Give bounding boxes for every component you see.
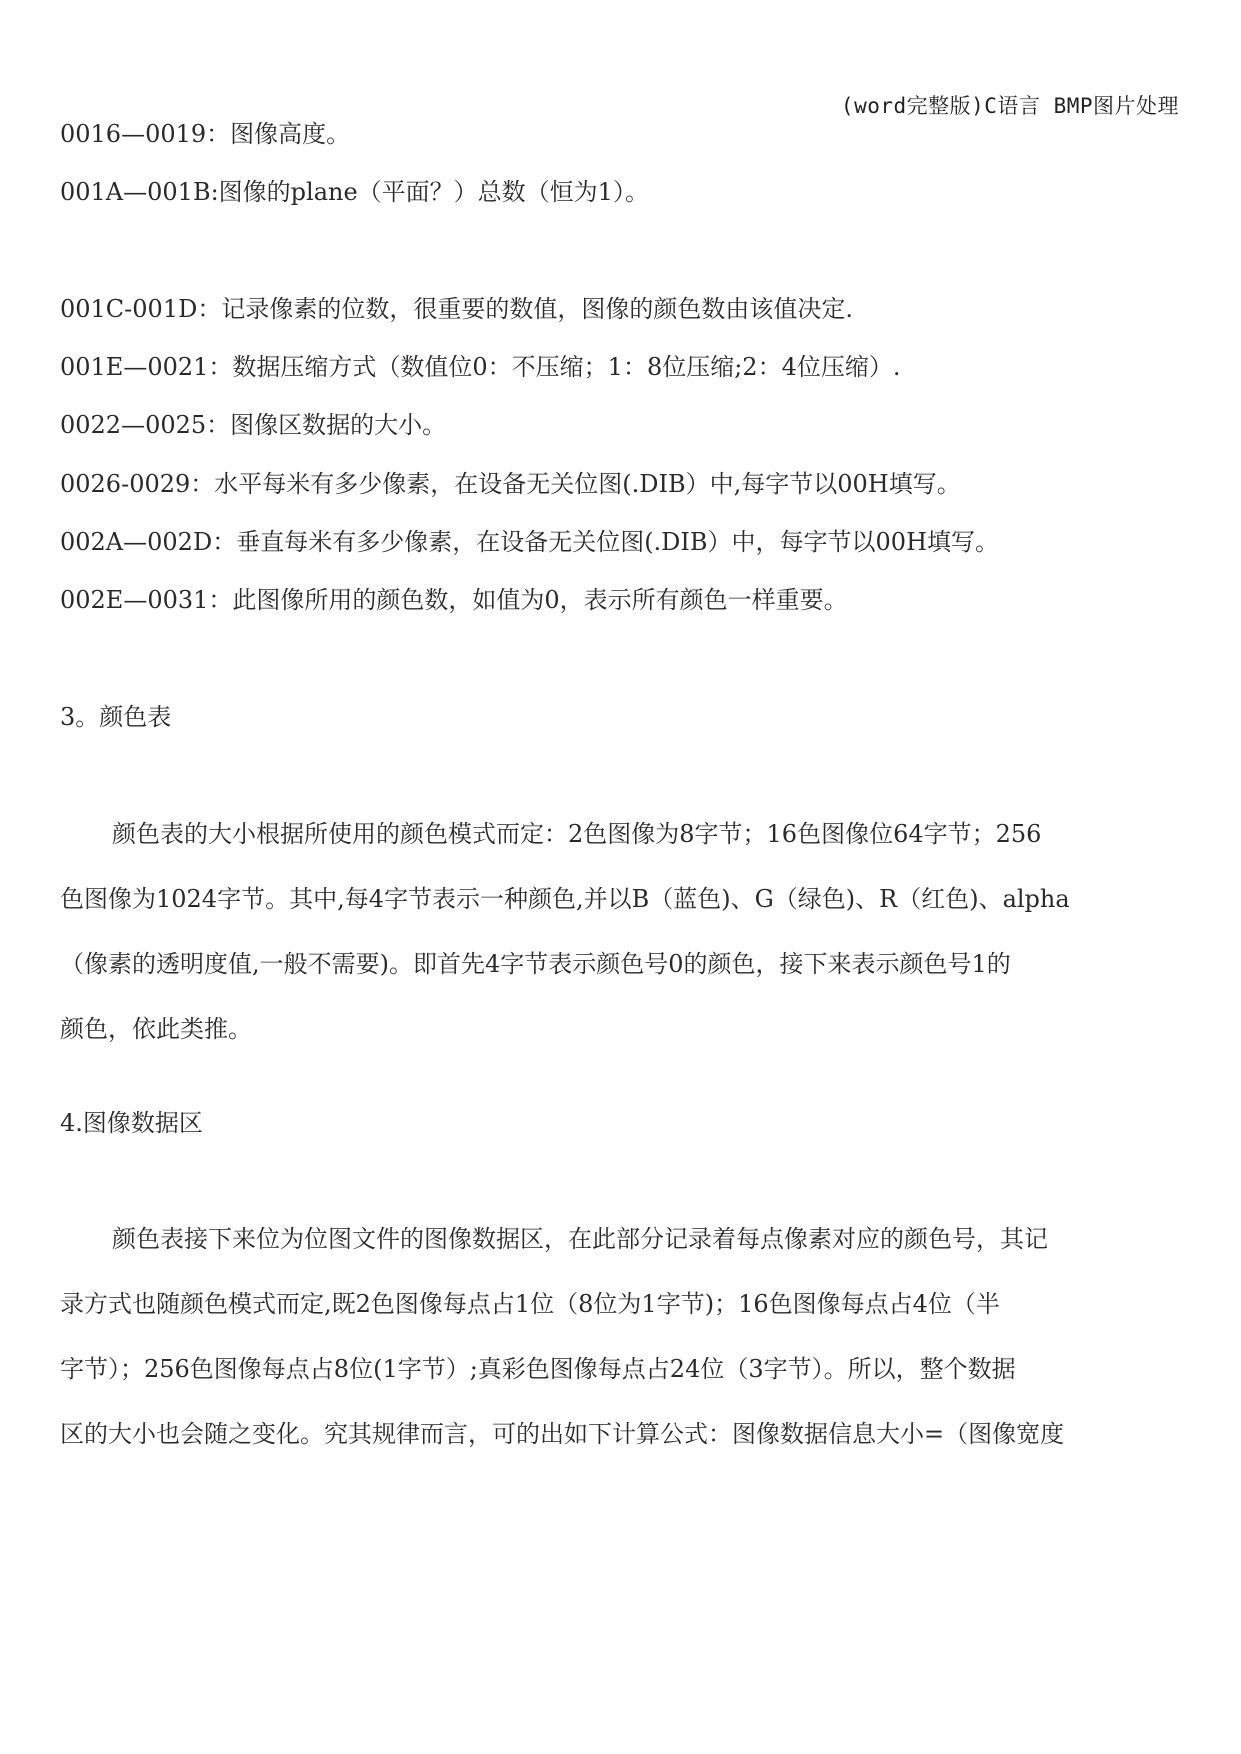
paragraph-line: 录方式也随颜色模式而定,既2色图像每点占1位（8位为1字节)；16色图像每点占4位（半 <box>60 1290 1000 1318</box>
section-4-heading: 4.图像数据区 <box>60 1109 203 1137</box>
field-y-pixels-per-meter: 002A—002D：垂直每米有多少像素，在设备无关位图(.DIB）中，每字节以00H填写。 <box>60 528 1000 556</box>
field-colors-used: 002E—0031：此图像所用的颜色数，如值为0，表示所有颜色一样重要。 <box>60 586 848 614</box>
field-image-size: 0022—0025：图像区数据的大小。 <box>60 411 447 439</box>
field-image-height: 0016—0019：图像高度。 <box>60 120 351 148</box>
field-planes: 001A—001B:图像的plane（平面？）总数（恒为1）。 <box>60 178 649 206</box>
paragraph-line: 颜色表接下来位为位图文件的图像数据区，在此部分记录着每点像素对应的颜色号，其记 <box>112 1225 1048 1253</box>
field-x-pixels-per-meter: 0026-0029：水平每米有多少像素，在设备无关位图(.DIB）中,每字节以00H填写。 <box>60 470 961 498</box>
paragraph-line: （像素的透明度值,一般不需要)。即首先4字节表示颜色号0的颜色，接下来表示颜色号1的 <box>60 950 1011 978</box>
paragraph-line: 字节）；256色图像每点占8位(1字节）;真彩色图像每点占24位（3字节）。所以，整个数据 <box>60 1355 1016 1383</box>
image-data-paragraph <box>60 1223 1185 1483</box>
paragraph-line: 颜色表的大小根据所使用的颜色模式而定：2色图像为8字节；16色图像位64字节；256 <box>112 820 1042 848</box>
color-table-paragraph <box>60 818 1185 1078</box>
field-bit-count: 001C-001D：记录像素的位数，很重要的数值，图像的颜色数由该值决定. <box>60 295 853 323</box>
paragraph-line: 区的大小也会随之变化。究其规律而言，可的出如下计算公式：图像数据信息大小=（图像宽度 <box>60 1420 1065 1448</box>
paragraph-line: 颜色，依此类推。 <box>60 1015 252 1043</box>
page-header: (word完整版)C语言 BMP图片处理 <box>840 94 1179 118</box>
section-3-heading: 3。颜色表 <box>60 703 172 731</box>
field-compression: 001E—0021：数据压缩方式（数值位0：不压缩；1：8位压缩;2：4位压缩）. <box>60 353 901 381</box>
paragraph-line: 色图像为1024字节。其中,每4字节表示一种颜色,并以B（蓝色)、G（绿色)、R（红色)、alpha <box>60 885 1070 913</box>
